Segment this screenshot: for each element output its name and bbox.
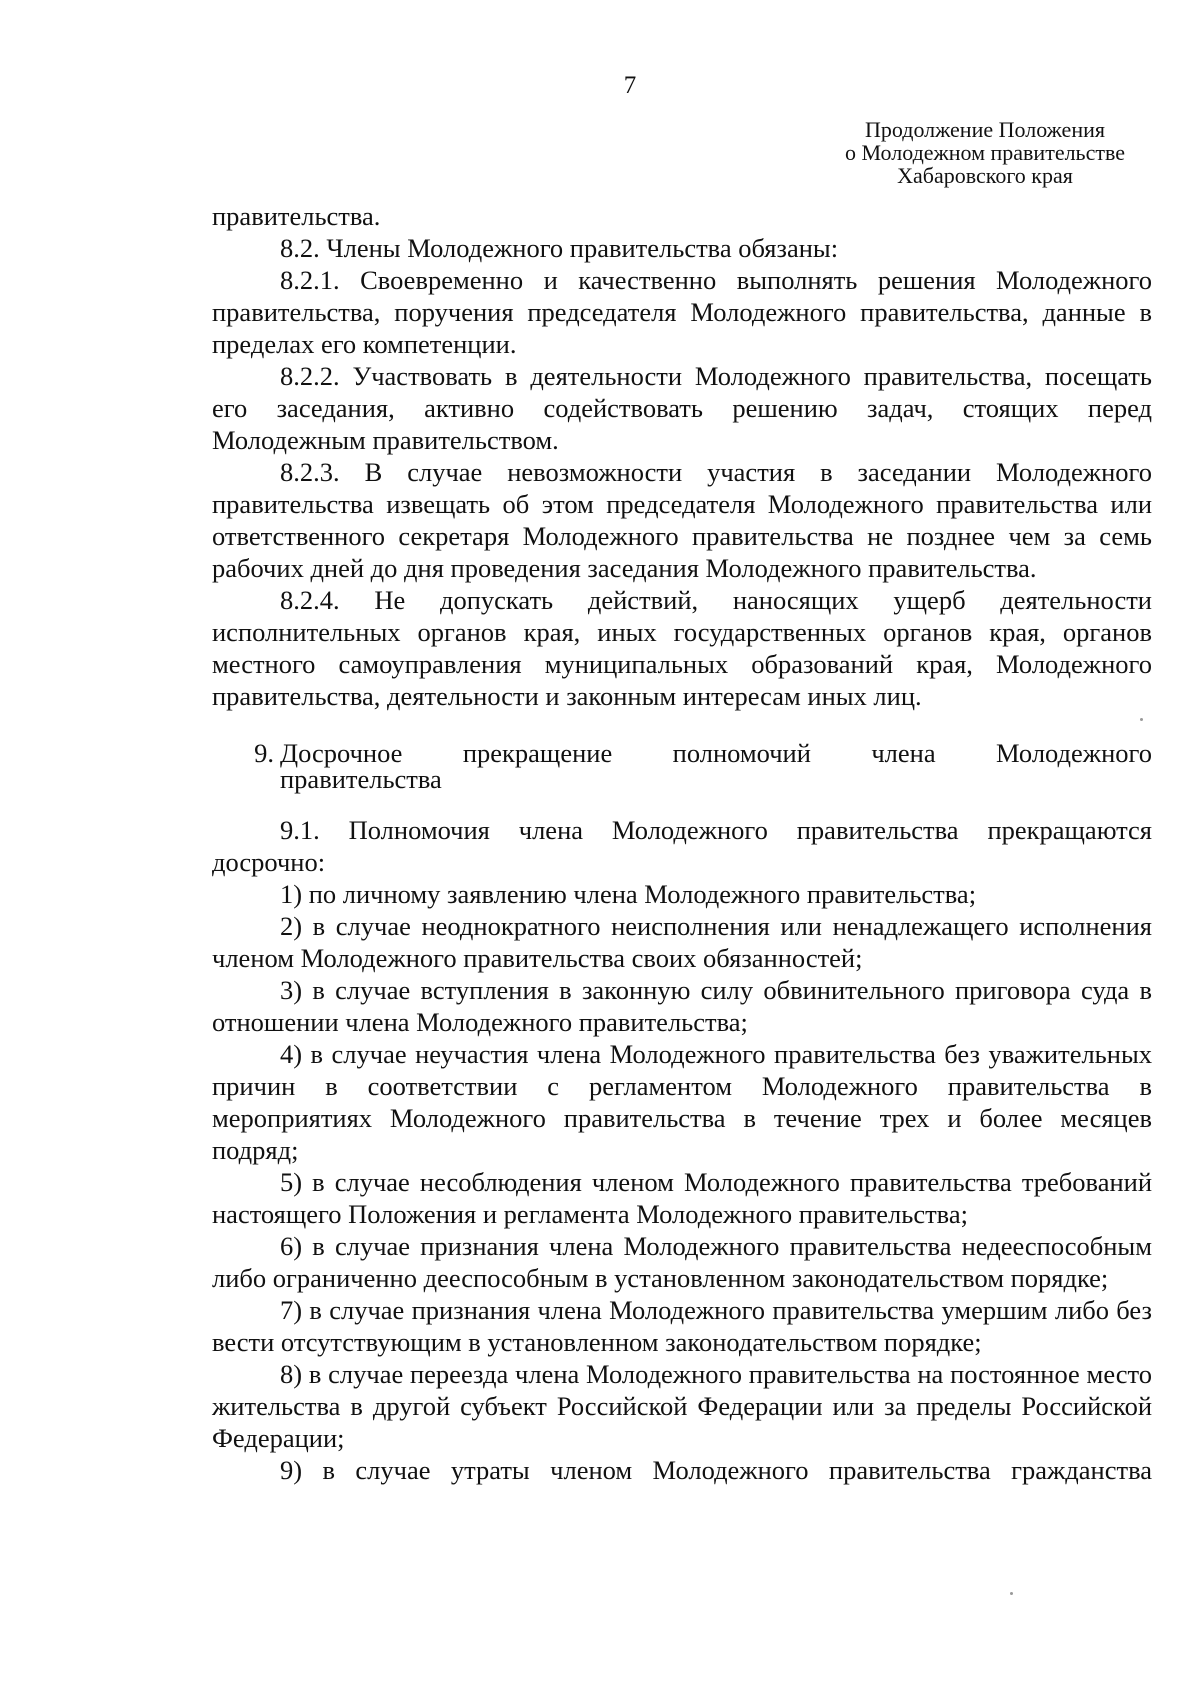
header-note-line3: Хабаровского края [897, 163, 1073, 188]
section-heading-9 [212, 740, 1152, 792]
paragraph-8-2-1: 8.2.1. Своевременно и качественно выполнять решения Молодежного правительства, поручения председателя Молодежного правительства, данные в пределах его компетенции. [212, 265, 1152, 359]
paragraph-continuation: правительства. [212, 201, 381, 231]
scan-speck [1010, 1592, 1013, 1595]
list-item-6: 6) в случае признания члена Молодежного правительства недееспособным либо ограниченно дееспособным в установленном законодательством порядке; [212, 1231, 1152, 1293]
section-heading-title [280, 740, 1152, 792]
paragraph-8-2-3: 8.2.3. В случае невозможности участия в заседании Молодежного правительства извещать об этом председателя Молодежного правительства или ответственного секретаря Молодежного правительства не позднее чем за семь рабочих дней до дня проведения заседания Молодежного правительства. [212, 457, 1152, 583]
list-item-2: 2) в случае неоднократного неисполнения или ненадлежащего исполнения членом Молодежного правительства своих обязанностей; [212, 911, 1152, 973]
paragraph-9-1: 9.1. Полномочия члена Молодежного правительства прекращаются досрочно: [212, 815, 1152, 877]
header-note [820, 118, 1150, 187]
header-note-line2: о Молодежном правительстве [845, 140, 1125, 165]
list-item-7: 7) в случае признания члена Молодежного правительства умершим либо без вести отсутствующим в установленном законодательством порядке; [212, 1295, 1152, 1357]
paragraph-8-2: 8.2. Члены Молодежного правительства обязаны: [280, 233, 839, 263]
list-item-1: 1) по личному заявлению члена Молодежного правительства; [280, 879, 977, 909]
list-item-5: 5) в случае несоблюдения членом Молодежного правительства требований настоящего Положения и регламента Молодежного правительства; [212, 1167, 1152, 1229]
section-heading-number: 9. [254, 738, 274, 768]
section-heading-line2: правительства [280, 764, 442, 794]
list-item-4: 4) в случае неучастия члена Молодежного правительства без уважительных причин в соответствии с регламентом Молодежного правительства в мероприятиях Молодежного правительства в течение трех и более месяцев подряд; [212, 1039, 1152, 1165]
paragraph-8-2-4: 8.2.4. Не допускать действий, наносящих ущерб деятельности исполнительных органов края, иных государственных органов края, органов местного самоуправления муниципальных образований края, Молодежного правительства, деятельности и законным интересам иных лиц. [212, 585, 1152, 711]
scan-speck [1140, 718, 1143, 721]
list-item-9: 9) в случае утраты членом Молодежного правительства гражданства [280, 1455, 1152, 1485]
section-heading-line1: Досрочное прекращение полномочий члена Молодежного [280, 738, 1152, 768]
paragraph-8-2-2: 8.2.2. Участвовать в деятельности Молодежного правительства, посещать его заседания, активно содействовать решению задач, стоящих перед Молодежным правительством. [212, 361, 1152, 455]
header-note-line1: Продолжение Положения [865, 117, 1105, 142]
page-number: 7 [623, 72, 637, 99]
list-item-3: 3) в случае вступления в законную силу обвинительного приговора суда в отношении члена Молодежного правительства; [212, 975, 1152, 1037]
document-body [212, 200, 1152, 1486]
list-item-8: 8) в случае переезда члена Молодежного правительства на постоянное место жительства в другой субъект Российской Федерации или за пределы Российской Федерации; [212, 1359, 1152, 1453]
